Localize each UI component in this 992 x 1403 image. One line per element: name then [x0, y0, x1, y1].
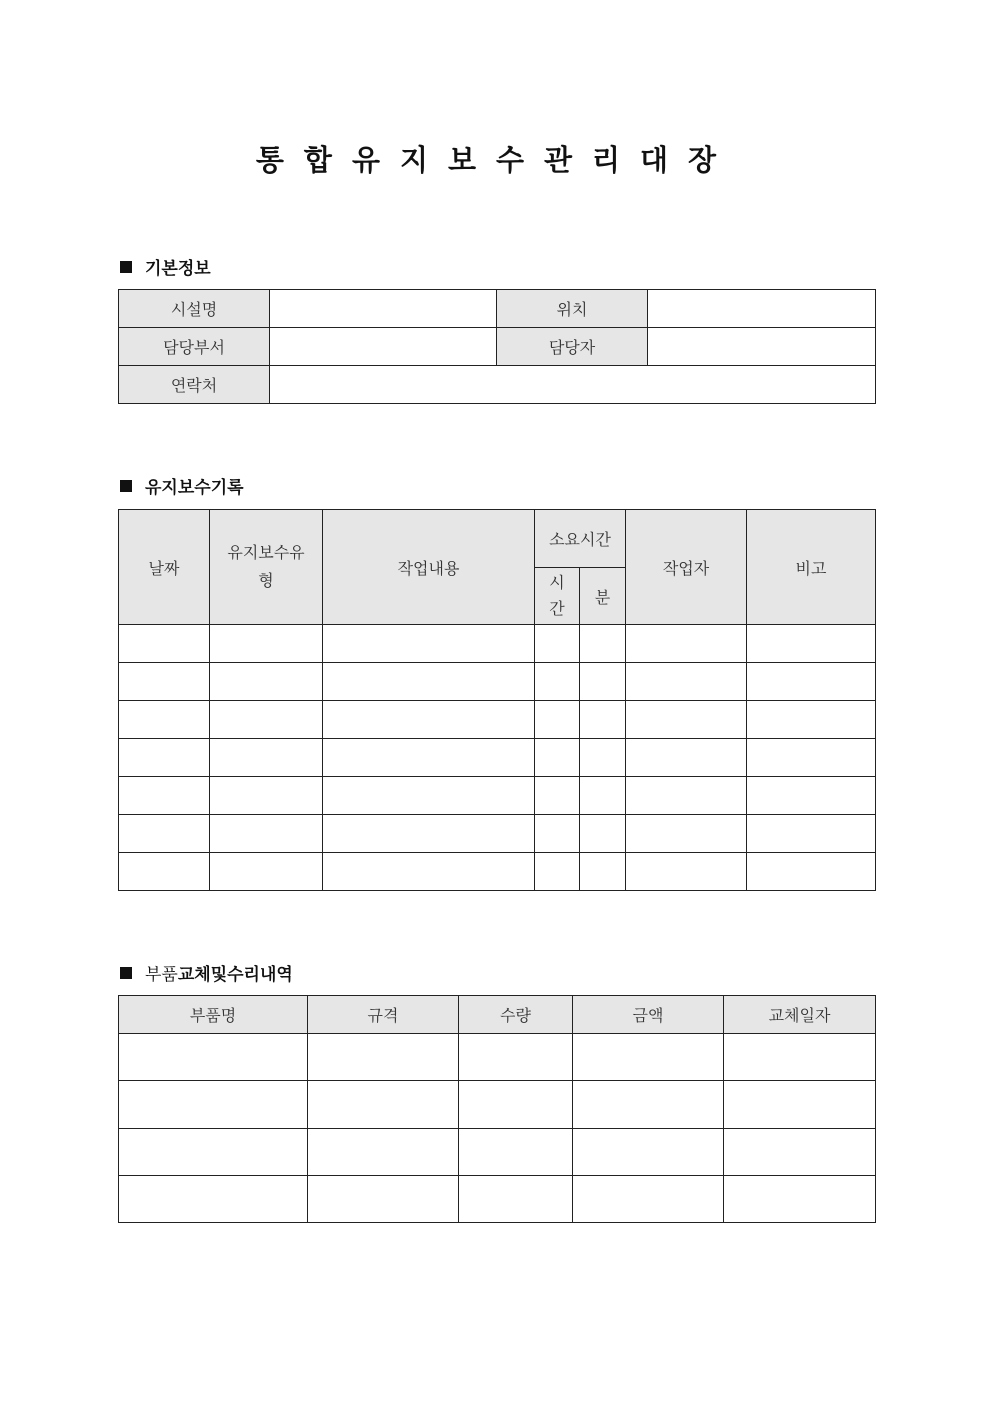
header-remarks: 비고	[747, 510, 876, 625]
facility-name-field[interactable]	[270, 290, 497, 328]
table-row	[119, 663, 876, 701]
square-bullet-icon	[120, 480, 132, 492]
header-minutes: 분	[580, 568, 626, 625]
section-heading-label: 교체및수리내역	[177, 965, 293, 985]
table-row	[119, 853, 876, 891]
header-amount: 금액	[573, 996, 724, 1034]
section-heading-parts	[120, 960, 293, 985]
contact-field[interactable]	[270, 366, 876, 404]
table-row	[119, 1129, 876, 1176]
label-person-in-charge: 담당자	[497, 328, 648, 366]
department-field[interactable]	[270, 328, 497, 366]
header-time-required: 소요시간	[535, 510, 626, 568]
header-maintenance-type: 유지보수유형	[210, 510, 323, 625]
label-facility-name: 시설명	[119, 290, 270, 328]
section-heading-label: 유지보수기록	[145, 478, 244, 498]
header-replace-date: 교체일자	[724, 996, 876, 1034]
header-hours: 시간	[535, 568, 580, 625]
header-part-name: 부품명	[119, 996, 308, 1034]
label-location: 위치	[497, 290, 648, 328]
header-worker: 작업자	[626, 510, 747, 625]
table-row	[119, 815, 876, 853]
table-row	[119, 701, 876, 739]
basic-info-table	[118, 289, 876, 404]
page-title: 통합유지보수관리대장	[255, 143, 737, 177]
parts-table	[118, 995, 876, 1223]
table-row	[119, 1034, 876, 1081]
table-row	[119, 1176, 876, 1223]
table-row	[119, 777, 876, 815]
table-row	[119, 739, 876, 777]
section-heading-label: 기본정보	[145, 259, 211, 279]
header-work-content: 작업내용	[323, 510, 535, 625]
header-quantity: 수량	[459, 996, 573, 1034]
maintenance-table	[118, 509, 876, 891]
section-heading-basic-info	[120, 254, 211, 279]
header-date: 날짜	[119, 510, 210, 625]
table-row	[119, 625, 876, 663]
section-heading-maintenance	[120, 473, 244, 498]
table-row	[119, 1081, 876, 1129]
location-field[interactable]	[648, 290, 876, 328]
label-contact: 연락처	[119, 366, 270, 404]
section-heading-prefix: 부품	[145, 965, 178, 985]
person-in-charge-field[interactable]	[648, 328, 876, 366]
square-bullet-icon	[120, 967, 132, 979]
header-spec: 규격	[308, 996, 459, 1034]
square-bullet-icon	[120, 261, 132, 273]
label-department: 담당부서	[119, 328, 270, 366]
